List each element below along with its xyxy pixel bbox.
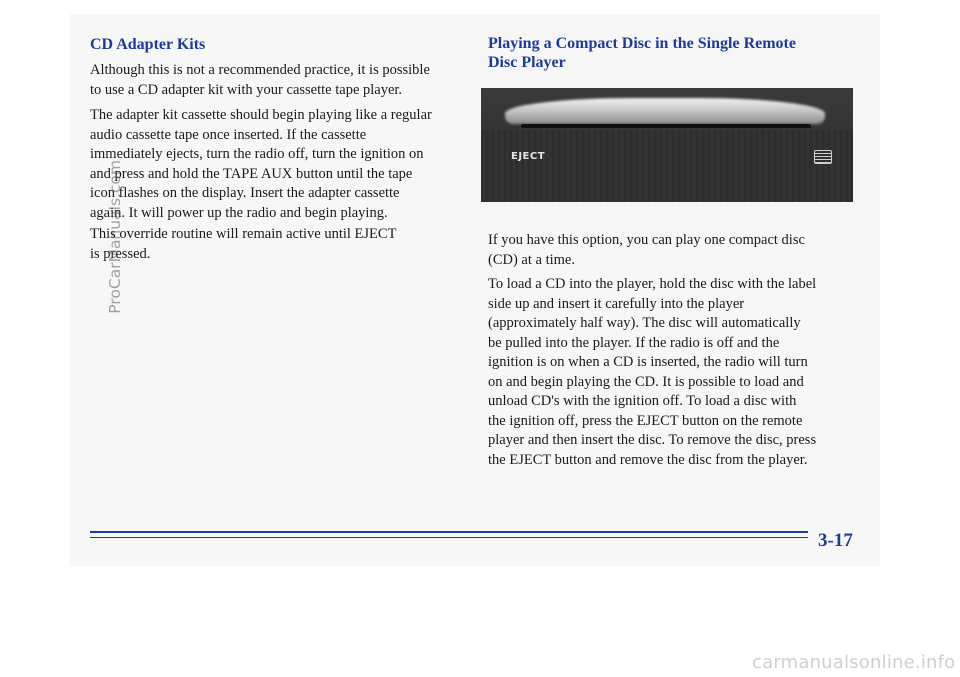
text-line: side up and insert it carefully into the player (488, 295, 745, 312)
text-line: This override routine will remain active until EJECT (90, 226, 397, 242)
text-line: the EJECT button and remove the disc from the player. (488, 451, 808, 468)
paragraph-option-intro (488, 231, 805, 270)
text-line: the ignition off, press the EJECT button on the remote (488, 412, 803, 429)
paragraph-override-routine (90, 225, 396, 264)
text-line: to use a CD adapter kit with your cassette tape player. (90, 81, 403, 98)
heading-line: Disc Player (488, 54, 566, 71)
disc-slot-bezel (505, 98, 825, 124)
text-line: be pulled into the player. If the radio is off and the (488, 334, 780, 351)
side-watermark: ProCarManuals.com (106, 160, 124, 314)
text-line: player and then insert the disc. To remove the disc, press (488, 432, 817, 448)
page-number: 3-17 (818, 530, 853, 551)
text-line: audio cassette tape once inserted. If the cassette (90, 126, 367, 143)
paragraph-load-cd-instructions (488, 275, 816, 470)
eject-label: EJECT (511, 151, 546, 162)
text-line: again. It will power up the radio and begin playing. (90, 204, 388, 221)
text-line: Although this is not a recommended practice, it is possible (90, 62, 430, 78)
player-faceplate (481, 130, 853, 202)
footer-watermark: carmanualsonline.info (752, 652, 956, 673)
text-line: and press and hold the TAPE AUX button until the tape (90, 165, 413, 182)
compact-disc-logo-icon (814, 150, 832, 164)
text-line: on and begin playing the CD. It is possible to load and (488, 373, 804, 390)
text-line: To load a CD into the player, hold the disc with the label (488, 276, 817, 292)
text-line: icon flashes on the display. Insert the adapter cassette (90, 185, 400, 201)
footer-rule-bottom (90, 537, 808, 538)
text-line: immediately ejects, turn the radio off, turn the ignition on (90, 146, 424, 162)
text-line: ignition is on when a CD is inserted, the radio will turn (488, 354, 808, 370)
text-line: The adapter kit cassette should begin playing like a regular (90, 107, 432, 123)
text-line: (approximately half way). The disc will automatically (488, 315, 801, 331)
remote-disc-player-photo (481, 88, 853, 202)
text-line: If you have this option, you can play one compact disc (488, 232, 805, 248)
paragraph-adapter-instructions (90, 106, 432, 223)
text-line: is pressed. (90, 245, 151, 262)
disc-slot (521, 124, 811, 128)
text-line: unload CD's with the ignition off. To load a disc with (488, 393, 797, 409)
footer-rule-top (90, 531, 808, 533)
text-line: (CD) at a time. (488, 251, 575, 268)
heading-playing-compact-disc (488, 34, 796, 72)
heading-line: Playing a Compact Disc in the Single Remote (488, 35, 796, 52)
heading-cd-adapter-kits: CD Adapter Kits (90, 36, 206, 53)
paragraph-adapter-intro (90, 61, 430, 100)
